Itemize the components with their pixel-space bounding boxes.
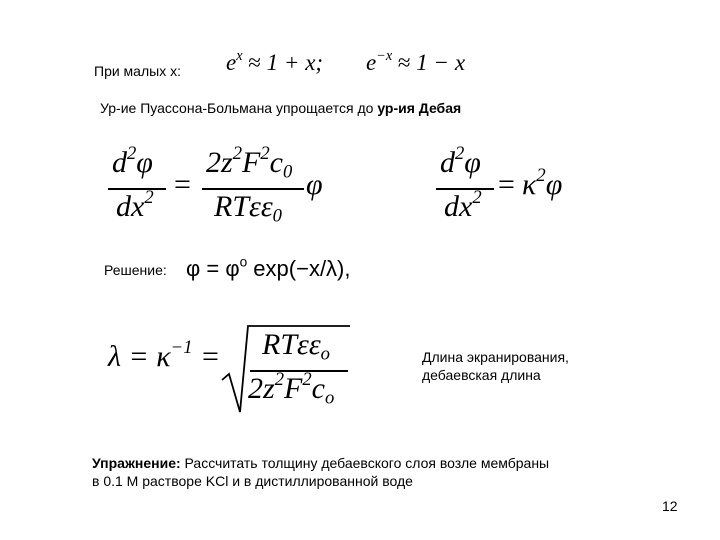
approx-exp-plus: $e^x \approx 1 + x$; <box>226 48 324 75</box>
screening-length-note <box>422 348 569 384</box>
eq1-rhs-denominator: RTεε$_0$ <box>214 190 282 227</box>
pb-statement: Ур-ие Пуассона-Больмана упрощается до ур-ия Дебая <box>100 100 462 116</box>
screening-note-line1: Длина экранирования, <box>422 349 569 365</box>
exercise-line2: в 0.1 М растворе KCl и в дистиллированной воде <box>92 473 413 489</box>
exercise-text <box>92 454 549 490</box>
eq2-lhs-numerator: $d^2\varphi$ <box>440 142 481 179</box>
solution-formula: $\varphi = \varphi^o$ exp(−x/λ), <box>186 254 351 281</box>
small-x-label: При малых x: <box>94 63 181 79</box>
eq2-lhs-denominator: $dx^2$ <box>444 186 482 223</box>
solution-label: Решение: <box>104 262 167 278</box>
eq1-equals: = <box>174 168 191 201</box>
eq2-equals: = <box>498 168 515 201</box>
eq1-rhs-numerator: $2z^2F^2c_0$ <box>206 142 293 183</box>
lambda-radicand-numerator: RTεε$_o$ <box>262 328 330 365</box>
lambda-radicand-denominator: $2z^2F^2c_o$ <box>248 368 335 409</box>
lambda-equals: = <box>202 340 219 373</box>
exercise-line1: Упражнение: Рассчитать толщину дебаевского слоя возле мембраны <box>92 455 550 471</box>
page-number: 12 <box>662 498 678 514</box>
screening-note-line2: дебаевская длина <box>422 367 541 383</box>
eq2-rhs: $\kappa^2\varphi$ <box>522 164 563 201</box>
eq1-tail-phi: φ <box>306 168 323 201</box>
approx-exp-minus: $e^{-x} \approx 1 - x$ <box>366 48 466 75</box>
eq1-lhs-denominator: $dx^2$ <box>116 186 154 223</box>
lambda-lhs: $\lambda = \kappa^{-1}$ <box>108 336 193 373</box>
eq1-lhs-numerator: $d^2\varphi$ <box>112 142 153 179</box>
